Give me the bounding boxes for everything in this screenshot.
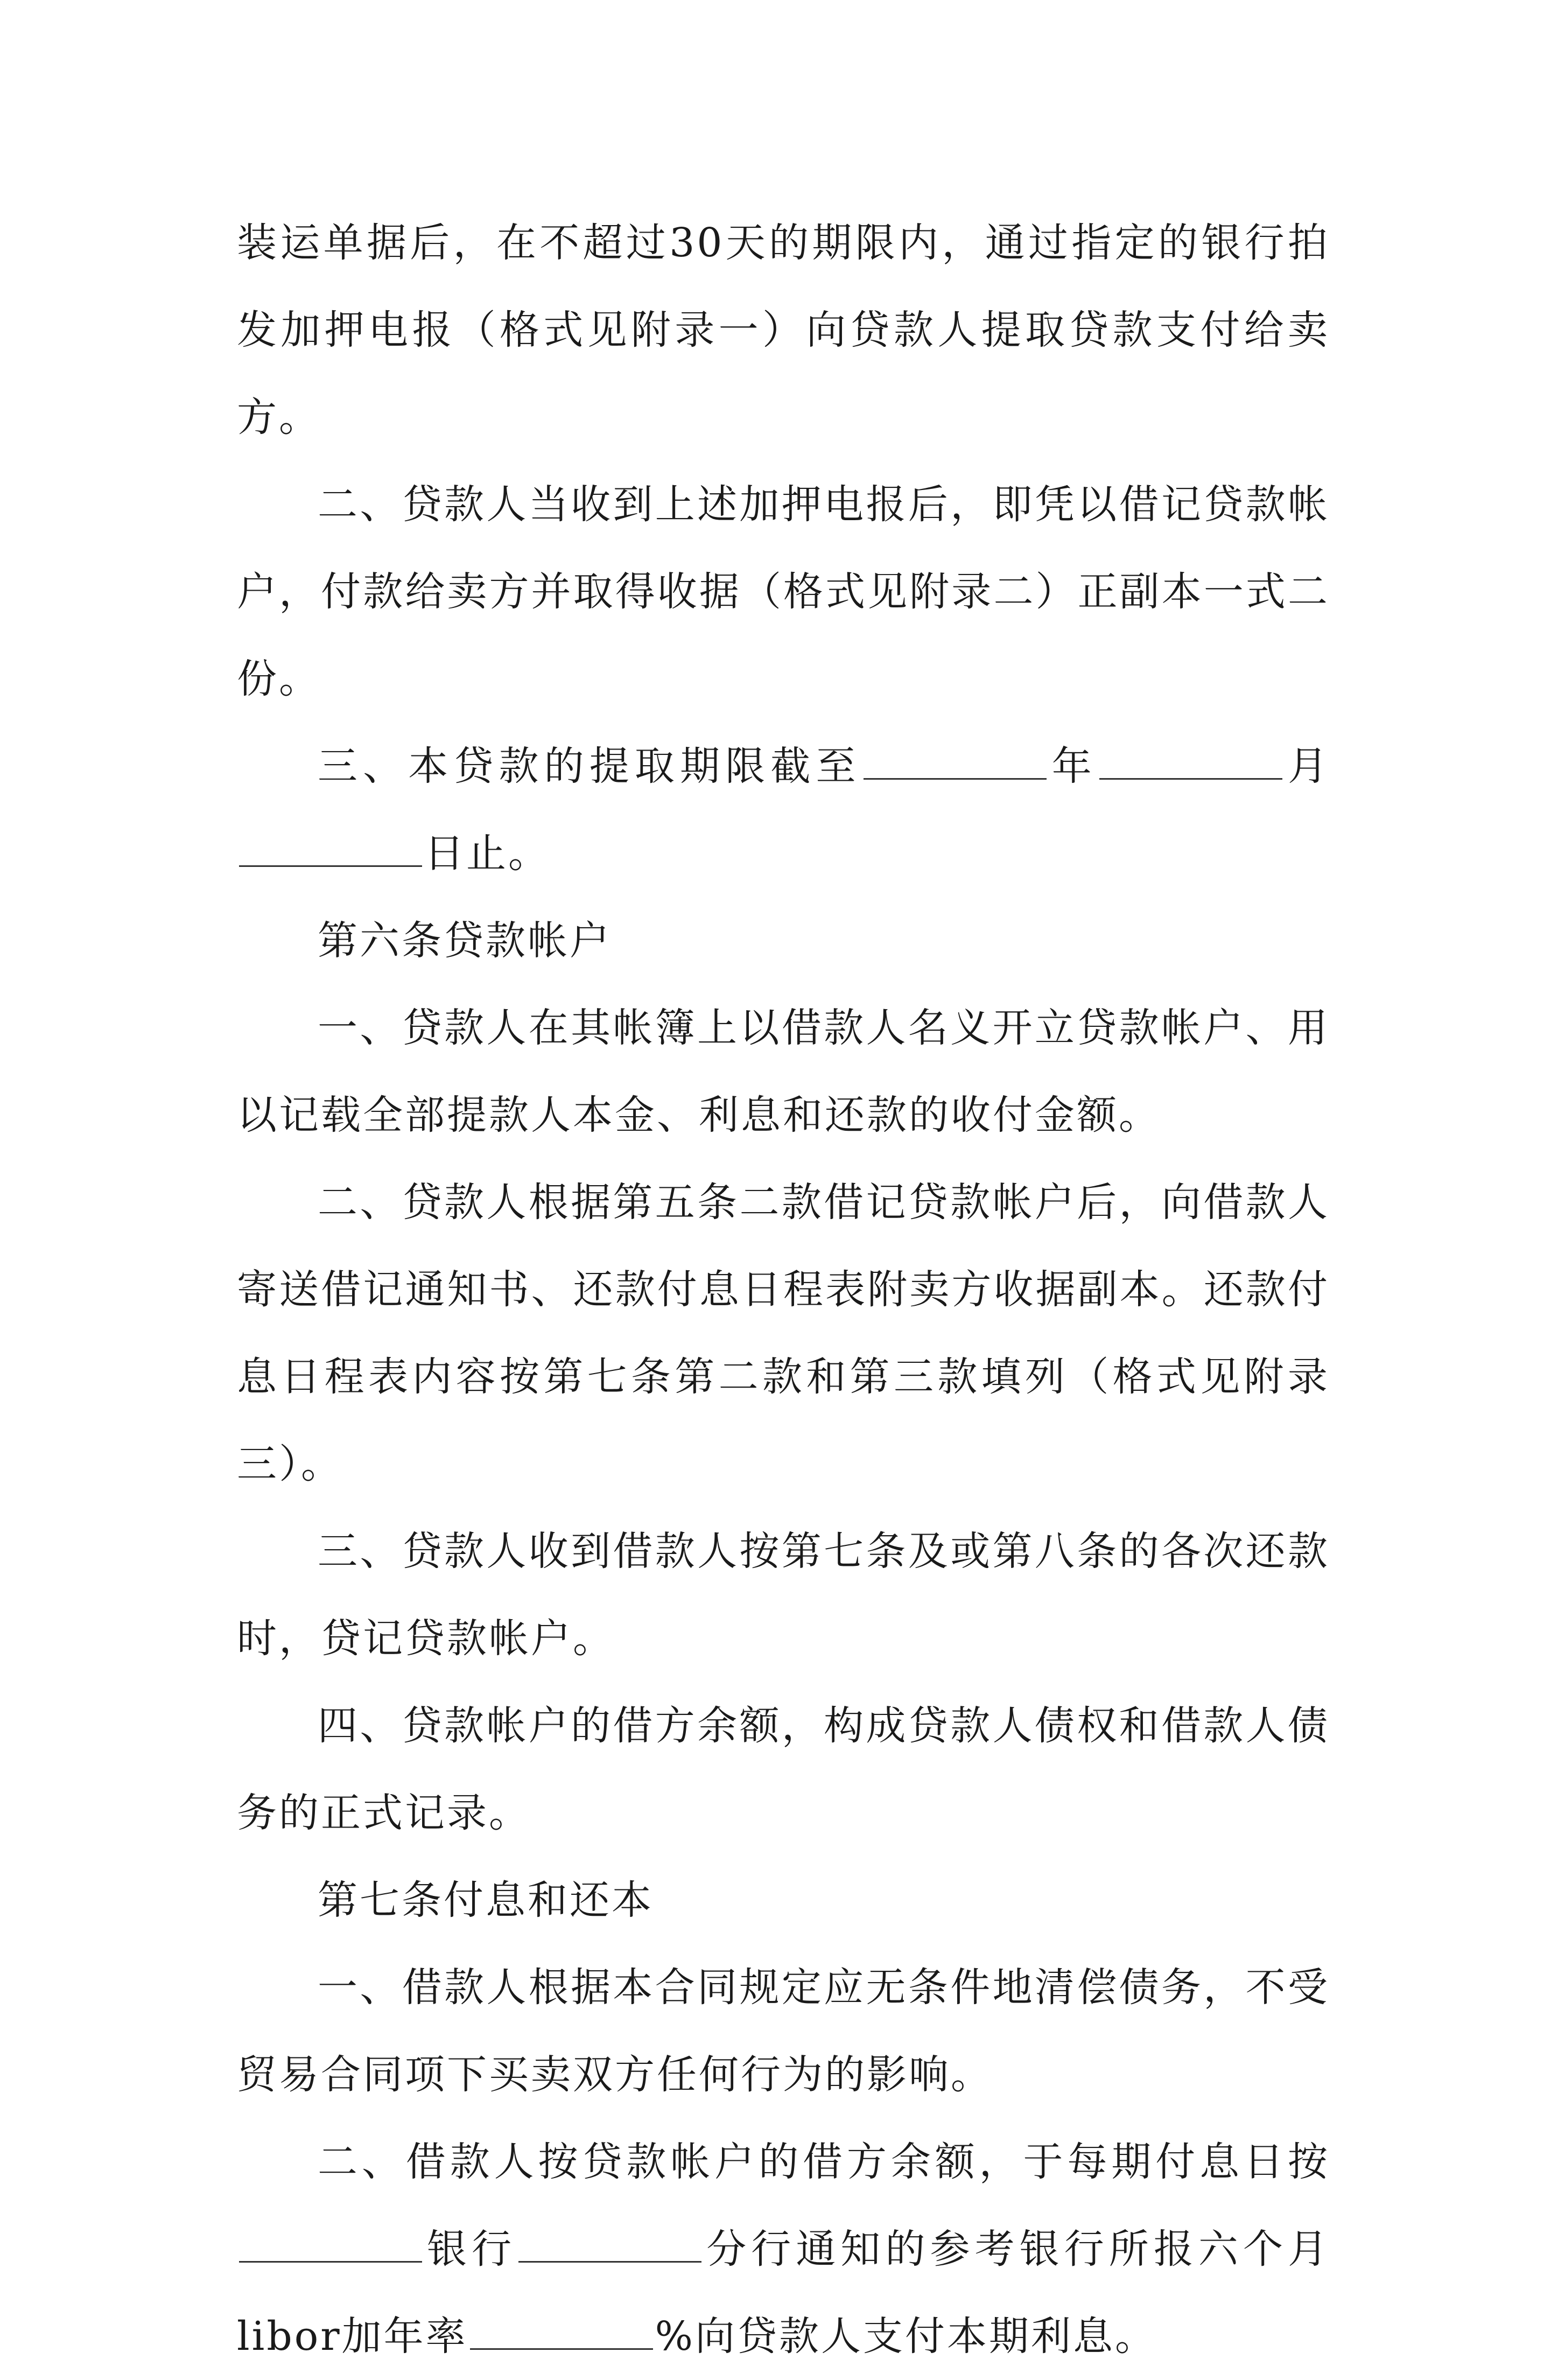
paragraph-clause-7-2 xyxy=(237,2118,1330,2380)
text-segment: 二、借款人按贷款帐户的借方余额，于每期付息日按 xyxy=(318,2139,1330,2185)
text-segment: 年 xyxy=(1048,743,1097,789)
blank-rate-field xyxy=(470,2348,653,2350)
paragraph-clause-6-3: 三、贷款人收到借款人按第七条及或第八条的各次还款时，贷记贷款帐户。 xyxy=(237,1528,1330,1662)
blank-branch-field xyxy=(518,2260,701,2263)
blank-year-field xyxy=(864,778,1047,780)
paragraph-clause-5-3 xyxy=(237,723,1330,897)
paragraph-clause-6-2: 二、贷款人根据第五条二款借记贷款帐户后，向借款人寄送借记通知书、还款付息日程表附卖方收据副本。还款付息日程表内容按第七条第二款和第三款填列（格式见附录三）。 xyxy=(237,1179,1330,1487)
paragraph-clause-7-1: 一、借款人根据本合同规定应无条件地清偿债务，不受贸易合同项下买卖双方任何行为的影响。 xyxy=(237,1964,1330,2098)
text-segment: 分行通知的参考银行所报六个月libor加年率 xyxy=(237,2226,1330,2360)
blank-day-field xyxy=(239,865,422,867)
paragraph-shipping-documents: 装运单据后，在不超过30天的期限内，通过指定的银行拍发加押电报（格式见附录一）向贷款人提取贷款支付给卖方。 xyxy=(237,220,1330,440)
text-segment: 日止。 xyxy=(424,830,550,877)
heading-article-7: 第七条付息和还本 xyxy=(318,1877,654,1923)
blank-bank-field xyxy=(239,2260,422,2263)
text-segment: 三、本贷款的提取期限截至 xyxy=(318,743,861,789)
text-segment: 月 xyxy=(1284,743,1330,789)
text-segment: %向贷款人支付本期利息。 xyxy=(655,2313,1157,2360)
document-body xyxy=(237,199,1330,2380)
paragraph-clause-5-2: 二、贷款人当收到上述加押电报后，即凭以借记贷款帐户，付款给卖方并取得收据（格式见附录二）正副本一式二份。 xyxy=(237,481,1330,702)
paragraph-clause-6-1: 一、贷款人在其帐簿上以借款人名义开立贷款帐户、用以记载全部提款人本金、利息和还款的收付金额。 xyxy=(237,1005,1330,1138)
paragraph-clause-6-4: 四、贷款帐户的借方余额，构成贷款人债权和借款人债务的正式记录。 xyxy=(237,1703,1330,1836)
heading-article-6: 第六条贷款帐户 xyxy=(318,918,612,964)
text-segment: 银行 xyxy=(424,2226,517,2272)
blank-month-field xyxy=(1099,778,1282,780)
